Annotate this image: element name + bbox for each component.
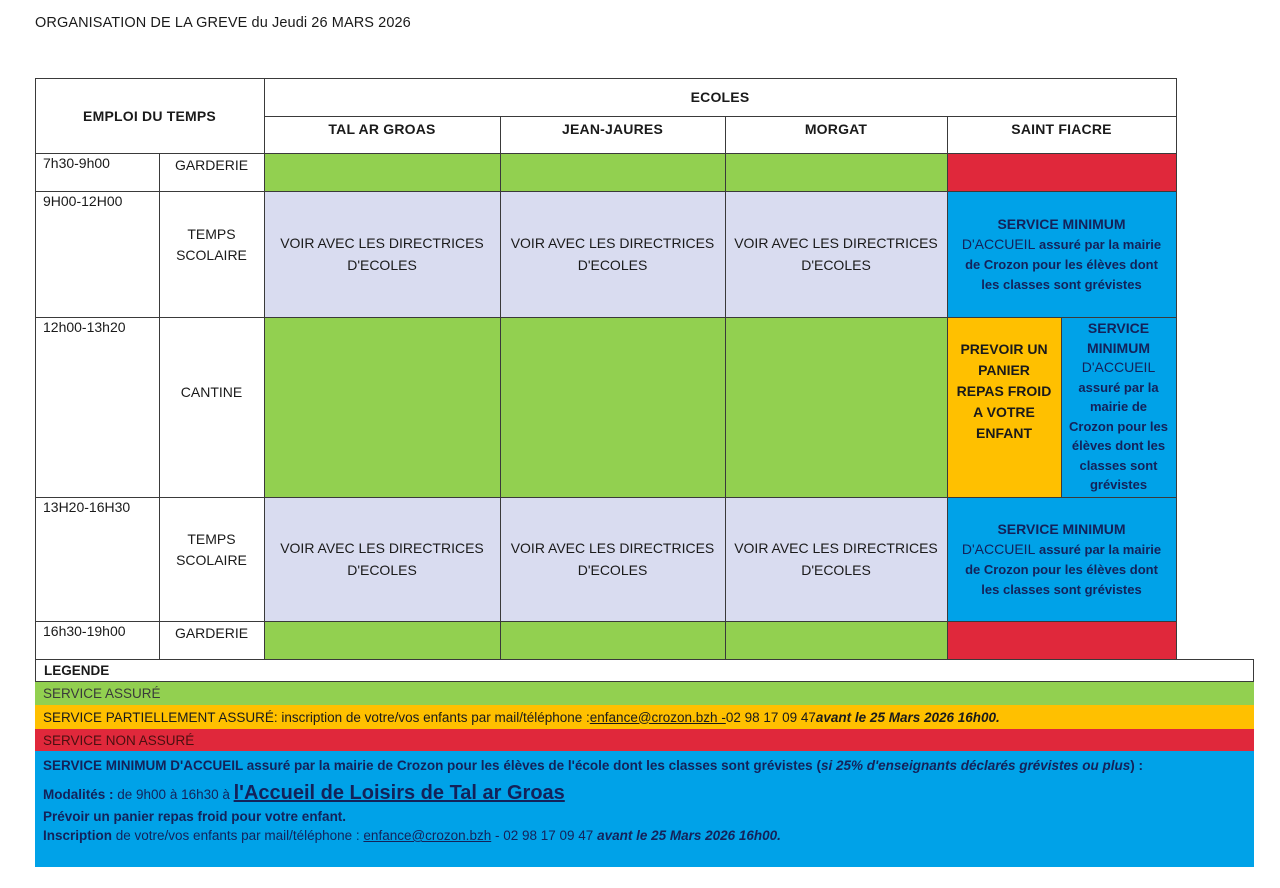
time-cell: 13H20-16H30	[43, 499, 131, 515]
voir-line-1: VOIR AVEC LES DIRECTRICES	[510, 235, 715, 251]
activity-line: SCOLAIRE	[176, 552, 247, 568]
panier-line: REPAS FROID	[956, 383, 1052, 399]
grid-line	[1176, 78, 1177, 659]
legend-title-text: LEGENDE	[44, 663, 110, 678]
activity-cell	[159, 497, 264, 603]
voir-directrices-cell	[725, 191, 947, 317]
panier-line: ENFANT	[976, 425, 1032, 441]
legend-partiel-label: SERVICE PARTIELLEMENT ASSURÉ	[43, 709, 274, 725]
panier-line: PREVOIR UN	[960, 341, 1048, 357]
grid-line	[947, 116, 948, 659]
sm-line-1: SERVICE MINIMUM	[997, 215, 1126, 232]
voir-line-1: VOIR AVEC LES DIRECTRICES	[280, 235, 484, 251]
activity-line: TEMPS	[187, 531, 236, 547]
school-header-jean-jaures: JEAN-JAURES	[562, 121, 663, 137]
activity-cell: GARDERIE	[174, 156, 249, 173]
status-cell-assure	[264, 317, 500, 497]
time-cell: 9H00-12H00	[43, 193, 123, 209]
sm-line-2b: assuré par la mairie	[1035, 541, 1162, 557]
legend-modalites-label: Modalités :	[43, 787, 114, 802]
legend-service-non-assure	[35, 729, 1254, 751]
grid-line	[725, 116, 726, 659]
legend-email-link-2[interactable]: enfance@crozon.bzh	[363, 828, 492, 843]
smc-line: SERVICE	[1087, 320, 1150, 337]
voir-line-1: VOIR AVEC LES DIRECTRICES	[734, 540, 938, 556]
service-minimum-cell	[947, 191, 1176, 317]
service-minimum-cantine-cell	[1061, 317, 1176, 497]
activity-cell: GARDERIE	[174, 624, 249, 641]
legend-title	[35, 659, 1254, 682]
voir-directrices-cell	[264, 191, 500, 317]
voir-line-2: D'ECOLES	[347, 562, 417, 578]
sm-line-1: SERVICE MINIMUM	[997, 520, 1126, 537]
status-cell-assure	[725, 153, 947, 191]
sm-line-2b: assuré par la mairie	[1035, 236, 1162, 252]
activity-cell	[159, 191, 264, 299]
grid-line	[500, 116, 501, 659]
smc-line: classes sont	[1079, 457, 1158, 473]
sm-line-2a: D'ACCUEIL	[961, 540, 1036, 557]
legend-panier: Prévoir un panier repas froid pour votre enfant.	[43, 809, 347, 824]
smc-line: D'ACCUEIL	[1081, 359, 1156, 376]
status-cell-assure	[500, 317, 725, 497]
smc-line: mairie de	[1089, 399, 1148, 415]
legend-deadline: avant le 25 Mars 2026 16h00.	[815, 709, 1000, 725]
activity-line: TEMPS	[187, 226, 236, 242]
legend-non-assure-text: SERVICE NON ASSURÉ	[43, 732, 195, 748]
activity-cell: CANTINE	[180, 383, 243, 400]
voir-directrices-cell	[500, 497, 725, 621]
smc-line: grévistes	[1089, 477, 1148, 493]
smc-line: Crozon pour les	[1069, 418, 1168, 434]
sm-line-4: les classes sont grévistes	[981, 581, 1142, 597]
voir-directrices-cell	[500, 191, 725, 317]
grid-line	[35, 78, 1177, 79]
voir-line-1: VOIR AVEC LES DIRECTRICES	[510, 540, 715, 556]
time-cell: 7h30-9h00	[43, 155, 110, 171]
voir-line-2: D'ECOLES	[577, 257, 648, 273]
grid-line	[35, 191, 1177, 192]
legend-phone: 02 98 17 09 47	[725, 709, 816, 725]
legend-assure-text: SERVICE ASSURÉ	[43, 686, 161, 701]
status-cell-assure	[500, 153, 725, 191]
panier-line: A VOTRE	[973, 404, 1035, 420]
sm-line-3: de Crozon pour les élèves dont	[965, 256, 1158, 272]
sm-line-4: les classes sont grévistes	[981, 276, 1142, 292]
voir-line-2: D'ECOLES	[801, 257, 871, 273]
grid-line	[35, 497, 1177, 498]
legend-inscription-label: Inscription	[43, 828, 113, 843]
voir-directrices-cell	[725, 497, 947, 621]
legend-service-minimum	[35, 751, 1254, 867]
sm-line-3: de Crozon pour les élèves dont	[965, 561, 1158, 577]
service-minimum-cell	[947, 497, 1176, 621]
emploi-header: EMPLOI DU TEMPS	[83, 107, 216, 124]
time-cell: 12h00-13h20	[43, 319, 126, 335]
status-cell-non-assure	[947, 153, 1176, 191]
ecoles-header: ECOLES	[690, 89, 750, 105]
time-cell: 16h30-19h00	[43, 623, 126, 639]
status-cell-assure	[264, 153, 500, 191]
grid-line	[35, 153, 1177, 154]
voir-line-1: VOIR AVEC LES DIRECTRICES	[734, 235, 938, 251]
panier-line: PANIER	[978, 362, 1030, 378]
grid-line	[35, 317, 1177, 318]
voir-line-2: D'ECOLES	[347, 257, 417, 273]
legend-partiel-text: : inscription de votre/vos enfants par mail/téléphone :	[273, 709, 590, 725]
status-cell-assure	[725, 317, 947, 497]
legend-deadline-2: avant le 25 Mars 2026 16h00.	[593, 828, 781, 843]
legend-email-link[interactable]: enfance@crozon.bzh -	[589, 709, 726, 725]
voir-line-2: D'ECOLES	[801, 562, 871, 578]
activity-line: SCOLAIRE	[176, 247, 247, 263]
status-cell-assure	[264, 621, 500, 659]
school-header-saint-fiacre: SAINT FIACRE	[1011, 121, 1112, 137]
grid-line	[264, 116, 1177, 117]
legend-phone-2: - 02 98 17 09 47	[491, 828, 594, 843]
status-cell-assure	[500, 621, 725, 659]
school-header-morgat: MORGAT	[804, 121, 868, 137]
legend-inscription-text: de votre/vos enfants par mail/téléphone :	[112, 828, 364, 843]
legend-modalites-text: de 9h00 à 16h30 à	[113, 787, 234, 802]
status-cell-non-assure	[947, 621, 1176, 659]
page-title: ORGANISATION DE LA GREVE du Jeudi 26 MARS 2026	[35, 15, 411, 31]
smc-line: élèves dont les	[1071, 438, 1166, 454]
grid-line	[35, 78, 36, 659]
legend-minimum-label: SERVICE MINIMUM D'ACCUEIL	[43, 758, 243, 773]
sm-line-2a: D'ACCUEIL	[961, 235, 1036, 252]
legend-service-partiel	[35, 705, 1254, 729]
grid-line	[1061, 317, 1062, 497]
smc-line: assuré par la	[1078, 379, 1159, 395]
legend-modalites-place: l'Accueil de Loisirs de Tal ar Groas	[233, 782, 565, 804]
voir-line-1: VOIR AVEC LES DIRECTRICES	[280, 540, 484, 556]
legend-minimum-end: ) :	[1130, 758, 1144, 773]
grid-line	[159, 153, 160, 659]
legend-service-assure	[35, 682, 1254, 705]
panier-repas-cell	[947, 317, 1061, 497]
status-cell-assure	[725, 621, 947, 659]
grid-line	[264, 78, 265, 659]
smc-line: MINIMUM	[1087, 339, 1150, 356]
voir-directrices-cell	[264, 497, 500, 621]
grid-line	[35, 621, 1177, 622]
legend-minimum-text: assuré par la mairie de Crozon pour les élèves de l'école dont les classes sont grévistes (	[242, 758, 821, 773]
voir-line-2: D'ECOLES	[577, 562, 648, 578]
legend-minimum-italic: si 25% d'enseignants déclarés grévistes ou plus	[820, 758, 1131, 773]
school-header-tal-ar-groas: TAL AR GROAS	[328, 121, 436, 137]
